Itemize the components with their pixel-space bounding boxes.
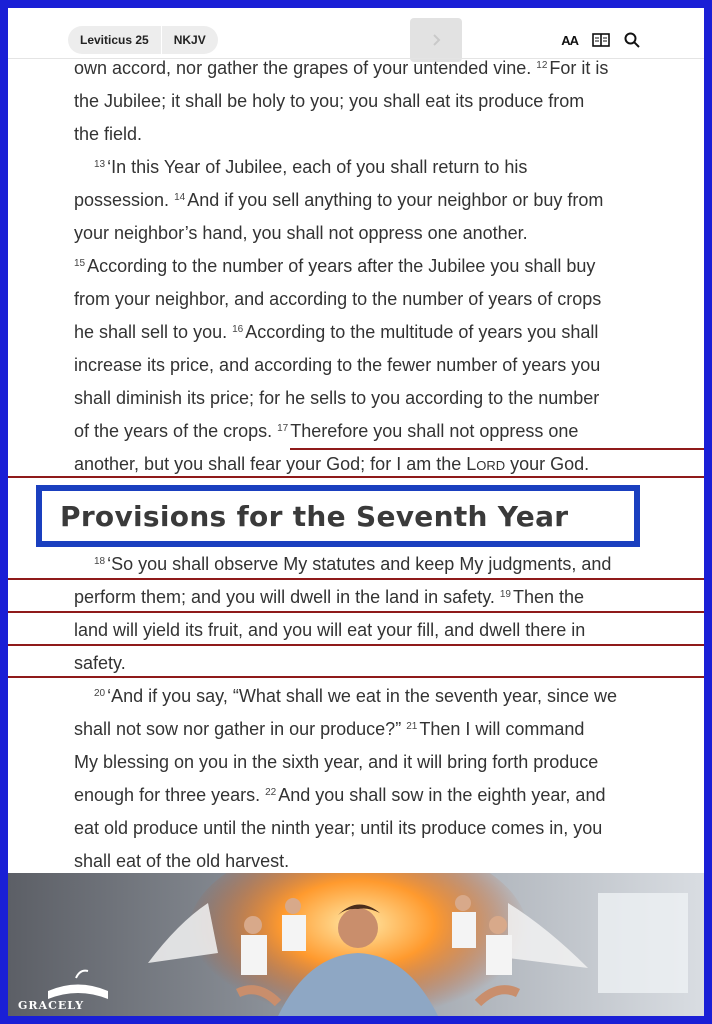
verse-text: ‘In this Year of Jubilee, each of you shall return to his	[107, 157, 528, 177]
font-size-button[interactable]: AA	[561, 32, 578, 48]
verse-text: And you shall sow in the eighth year, and	[278, 785, 606, 805]
verse-text: another, but you shall fear your God; for I am the	[74, 454, 467, 474]
highlight-underline	[8, 644, 704, 646]
verse-text: Then I will command	[419, 719, 585, 739]
verse-text: own accord, nor gather the grapes of your untended vine.	[74, 58, 537, 78]
book-icon[interactable]	[592, 33, 610, 47]
toolbar-icons	[561, 32, 640, 48]
highlight-underline	[8, 476, 704, 478]
verse-number: 13	[94, 159, 106, 170]
highlight-underline	[8, 676, 704, 678]
verse-line	[74, 585, 584, 613]
reader-page	[8, 8, 704, 1016]
verse-line	[94, 155, 527, 183]
illustration-image	[8, 873, 704, 1016]
book-chapter-label[interactable]: Leviticus 25	[80, 33, 149, 47]
verse-line	[74, 320, 598, 348]
verse-text: ‘So you shall observe My statutes and keep My judgments, and	[107, 554, 612, 574]
divine-name: Lord	[466, 454, 506, 474]
verse-line	[94, 552, 611, 580]
verse-text: enough for three years.	[74, 785, 266, 805]
verse-number: 21	[406, 721, 418, 732]
verse-text: of the years of the crops.	[74, 421, 278, 441]
verse-line	[74, 849, 289, 873]
section-heading: Provisions for the Seventh Year	[60, 499, 569, 533]
verse-text: shall not sow nor gather in our produce?”	[74, 719, 407, 739]
verse-number: 17	[277, 423, 289, 434]
section-heading-box	[36, 485, 640, 547]
verse-text: My blessing on you in the sixth year, and it will bring forth produce	[74, 752, 599, 772]
verse-number: 22	[265, 787, 277, 798]
verse-text: Therefore you shall not oppress one	[290, 421, 579, 441]
verse-number: 19	[499, 589, 511, 600]
verse-line	[74, 254, 595, 282]
verse-line	[74, 188, 603, 216]
verse-line	[74, 618, 585, 642]
verse-line	[74, 816, 602, 840]
verse-line	[74, 56, 608, 84]
verse-number: 12	[536, 60, 548, 71]
verse-number: 18	[94, 556, 106, 567]
verse-text: eat old produce until the ninth year; until its produce comes in, you	[74, 818, 603, 838]
verse-text: safety.	[74, 653, 126, 673]
chevron-right-icon	[429, 33, 443, 47]
verse-line	[74, 419, 578, 447]
verse-text: And if you sell anything to your neighbor or buy from	[187, 190, 604, 210]
verse-text: from your neighbor, and according to the number of years of crops	[74, 289, 602, 309]
verse-line	[74, 452, 589, 476]
verse-number: 14	[174, 192, 186, 203]
verse-line	[74, 221, 528, 245]
verse-text: According to the number of years after the Jubilee you shall buy	[87, 256, 596, 276]
verse-line	[74, 386, 599, 410]
verse-text: perform them; and you will dwell in the land in safety.	[74, 587, 500, 607]
verse-line	[74, 750, 598, 774]
illustration-banner	[8, 873, 704, 1016]
verse-text: the field.	[74, 124, 143, 144]
verse-line	[74, 783, 605, 811]
verse-line	[74, 353, 600, 377]
verse-number: 20	[94, 688, 106, 699]
verse-line	[74, 89, 584, 113]
verse-line	[94, 684, 617, 712]
verse-text: For it is	[549, 58, 609, 78]
verse-text: your God.	[505, 454, 590, 474]
verse-line	[74, 717, 584, 745]
search-icon[interactable]	[624, 32, 640, 48]
verse-text: the Jubilee; it shall be holy to you; you shall eat its produce from	[74, 91, 585, 111]
verse-text: shall eat of the old harvest.	[74, 851, 290, 871]
verse-number: 15	[74, 258, 86, 269]
verse-text: he shall sell to you.	[74, 322, 233, 342]
verse-text: ‘And if you say, “What shall we eat in the seventh year, since we	[107, 686, 618, 706]
verse-number: 16	[232, 324, 244, 335]
verse-text: Then the	[513, 587, 585, 607]
watermark-logo-text: GRACELY	[18, 999, 85, 1012]
highlight-underline	[290, 448, 704, 450]
verse-line	[74, 287, 601, 311]
verse-text: possession.	[74, 190, 175, 210]
verse-line	[74, 651, 126, 675]
verse-line	[74, 122, 142, 146]
verse-text: land will yield its fruit, and you will eat your fill, and dwell there in	[74, 620, 586, 640]
version-label[interactable]: NKJV	[173, 33, 206, 47]
top-bar	[8, 8, 704, 60]
verse-text: According to the multitude of years you shall	[245, 322, 599, 342]
verse-text: increase its price, and according to the fewer number of years you	[74, 355, 601, 375]
verse-text: shall diminish its price; for he sells to you according to the number	[74, 388, 600, 408]
reference-pill[interactable]	[68, 26, 218, 54]
verse-text: your neighbor’s hand, you shall not oppress one another.	[74, 223, 528, 243]
